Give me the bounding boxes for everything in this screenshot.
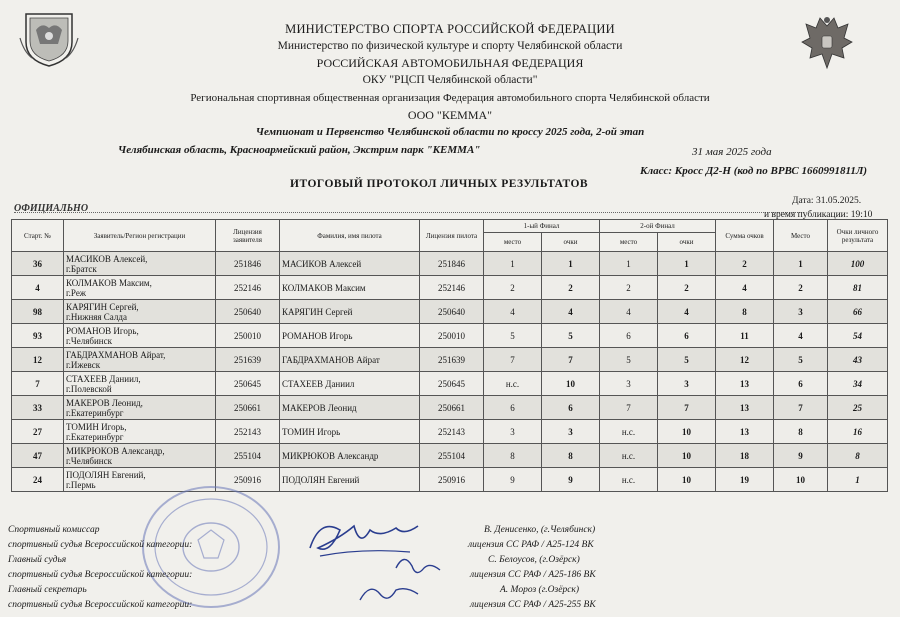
cell-f1p: 4 [484, 300, 542, 324]
official-license-3: лицензия СС РАФ / А25-255 ВК [470, 600, 596, 610]
header-sum: Сумма очков [716, 220, 774, 252]
cell-f2s: 2 [658, 276, 716, 300]
cell-f2p: 3 [600, 372, 658, 396]
cell-f1p: 6 [484, 396, 542, 420]
entrant-name: МАСИКОВ Алексей, [66, 253, 148, 264]
entrant-region: г.Челябинск [66, 455, 112, 466]
cell-elic: 255104 [216, 444, 280, 468]
cell-pts: 54 [828, 324, 888, 348]
event-class: Класс: Кросс Д2-Н (код по ВРВС 1660991811Л) [640, 165, 868, 177]
cell-f2p: 7 [600, 396, 658, 420]
event-date: 31 мая 2025 года [692, 146, 772, 158]
cell-sum: 4 [716, 276, 774, 300]
table-row [12, 324, 888, 348]
cell-plic: 252143 [420, 420, 484, 444]
official-role-2: Главный судья [8, 555, 67, 565]
event-place: Челябинская область, Красноармейский район, Экстрим парк "КЕММА" [118, 144, 481, 156]
cell-f1s: 2 [542, 276, 600, 300]
cell-f2s: 10 [658, 444, 716, 468]
official-role-1: Спортивный комиссар [8, 525, 100, 535]
event-name: Чемпионат и Первенство Челябинской области по кроссу 2025 года, 2-ой этап [255, 126, 645, 138]
cell-plic: 251846 [420, 252, 484, 276]
cell-f2s: 10 [658, 420, 716, 444]
header-pilot: Фамилия, имя пилота [280, 220, 420, 252]
cell-sum: 13 [716, 420, 774, 444]
cell-pilot: КАРЯГИН Сергей [280, 300, 420, 324]
official-role-2-sub: спортивный судья Всероссийской категории: [8, 570, 193, 580]
cell-start: 47 [12, 444, 64, 468]
cell-f2p: 6 [600, 324, 658, 348]
entrant-region: г.Пермь [66, 479, 96, 490]
entrant-cell [64, 300, 216, 324]
table-row [12, 252, 888, 276]
table-row [12, 396, 888, 420]
cell-elic: 250661 [216, 396, 280, 420]
cell-rank: 8 [774, 420, 828, 444]
cell-f2s: 10 [658, 468, 716, 492]
cell-rank: 9 [774, 444, 828, 468]
cell-elic: 250645 [216, 372, 280, 396]
cell-f1p: 3 [484, 420, 542, 444]
cell-plic: 250661 [420, 396, 484, 420]
results-table [11, 219, 888, 492]
header-f1-points: очки [542, 233, 600, 252]
entrant-region: г.Братск [66, 263, 97, 274]
cell-pilot: МАКЕРОВ Леонид [280, 396, 420, 420]
cell-pts: 1 [828, 468, 888, 492]
header-rank: Место [774, 220, 828, 252]
cell-rank: 10 [774, 468, 828, 492]
cell-pts: 25 [828, 396, 888, 420]
cell-rank: 5 [774, 348, 828, 372]
cell-plic: 255104 [420, 444, 484, 468]
cell-f1s: 8 [542, 444, 600, 468]
cell-pts: 81 [828, 276, 888, 300]
header-f2-points: очки [658, 233, 716, 252]
table-row [12, 372, 888, 396]
entrant-name: МИКРЮКОВ Александр, [66, 445, 165, 456]
cell-elic: 251846 [216, 252, 280, 276]
header-f1-place: место [484, 233, 542, 252]
entrant-name: ГАБДРАХМАНОВ Айрат, [66, 349, 166, 360]
cell-plic: 251639 [420, 348, 484, 372]
header-final1: 1-ый Финал [484, 220, 600, 233]
official-name-1: В. Денисенко, (г.Челябинск) [484, 525, 596, 535]
table-row [12, 276, 888, 300]
regional-org: Региональная спортивная общественная организация Федерация автомобильного спорта Челябинской области [190, 92, 710, 104]
cell-f1p: 1 [484, 252, 542, 276]
header-f2-place: место [600, 233, 658, 252]
cell-rank: 1 [774, 252, 828, 276]
entrant-name: ПОДОЛЯН Евгений, [66, 469, 146, 480]
entrant-name: РОМАНОВ Игорь, [66, 325, 139, 336]
results-body [12, 252, 888, 492]
cell-sum: 8 [716, 300, 774, 324]
cell-pilot: ТОМИН Игорь [280, 420, 420, 444]
cell-pts: 66 [828, 300, 888, 324]
cell-start: 33 [12, 396, 64, 420]
cell-f2p: н.с. [600, 420, 658, 444]
cell-rank: 2 [774, 276, 828, 300]
cell-f1s: 9 [542, 468, 600, 492]
cell-sum: 11 [716, 324, 774, 348]
cell-sum: 12 [716, 348, 774, 372]
table-row [12, 444, 888, 468]
cell-f2s: 6 [658, 324, 716, 348]
entrant-cell [64, 348, 216, 372]
entrant-region: г.Екатеринбург [66, 407, 124, 418]
cell-f1p: 5 [484, 324, 542, 348]
cell-sum: 18 [716, 444, 774, 468]
entrant-region: г.Реж [66, 287, 87, 298]
cell-f2s: 1 [658, 252, 716, 276]
entrant-cell [64, 276, 216, 300]
entrant-region: г.Нижняя Салда [66, 311, 127, 322]
cell-pts: 16 [828, 420, 888, 444]
cell-plic: 250916 [420, 468, 484, 492]
header-final2: 2-ой Финал [600, 220, 716, 233]
cell-pilot: СТАХЕЕВ Даниил [280, 372, 420, 396]
cell-elic: 252146 [216, 276, 280, 300]
cell-pilot: МАСИКОВ Алексей [280, 252, 420, 276]
cell-f1p: н.с. [484, 372, 542, 396]
cell-start: 27 [12, 420, 64, 444]
official-license-1: лицензия СС РАФ / А25-124 ВК [468, 540, 594, 550]
official-role-1-sub: спортивный судья Всероссийской категории: [8, 540, 193, 550]
cell-plic: 250640 [420, 300, 484, 324]
cell-pts: 100 [828, 252, 888, 276]
cell-f1s: 7 [542, 348, 600, 372]
official-role-3-sub: спортивный судья Всероссийской категории: [8, 600, 193, 610]
cell-rank: 3 [774, 300, 828, 324]
cell-f1s: 1 [542, 252, 600, 276]
cell-rank: 7 [774, 396, 828, 420]
cell-pts: 34 [828, 372, 888, 396]
cell-plic: 250010 [420, 324, 484, 348]
cell-f2s: 4 [658, 300, 716, 324]
official-license-2: лицензия СС РАФ / А25-186 ВК [470, 570, 596, 580]
cell-f1p: 2 [484, 276, 542, 300]
header-personal-points: Очки личного результата [828, 220, 888, 252]
cell-start: 93 [12, 324, 64, 348]
cell-start: 12 [12, 348, 64, 372]
entrant-cell [64, 444, 216, 468]
cell-pilot: КОЛМАКОВ Максим [280, 276, 420, 300]
official-name-2: С. Белоусов, (г.Озёрск) [488, 555, 580, 565]
cell-f2p: 5 [600, 348, 658, 372]
cell-pts: 8 [828, 444, 888, 468]
cell-start: 36 [12, 252, 64, 276]
entrant-region: г.Полевской [66, 383, 112, 394]
cell-elic: 250640 [216, 300, 280, 324]
federation-title: РОССИЙСКАЯ АВТОМОБИЛЬНАЯ ФЕДЕРАЦИЯ [316, 56, 584, 70]
cell-pilot: МИКРЮКОВ Александр [280, 444, 420, 468]
entrant-cell [64, 396, 216, 420]
cell-pilot: РОМАНОВ Игорь [280, 324, 420, 348]
publication-time: и время публикации: 19:10 [764, 210, 873, 220]
cell-f2s: 3 [658, 372, 716, 396]
company-title: ООО "КЕММА" [407, 108, 493, 122]
table-row [12, 420, 888, 444]
cell-pts: 43 [828, 348, 888, 372]
cell-f2p: 1 [600, 252, 658, 276]
entrant-cell [64, 372, 216, 396]
oku-title: ОКУ "РЦСП Челябинской области" [362, 74, 538, 86]
cell-start: 7 [12, 372, 64, 396]
cell-f2p: н.с. [600, 468, 658, 492]
cell-start: 24 [12, 468, 64, 492]
cell-f2s: 5 [658, 348, 716, 372]
cell-f2p: 2 [600, 276, 658, 300]
cell-rank: 4 [774, 324, 828, 348]
cell-f1s: 6 [542, 396, 600, 420]
header-entrant: Заявитель/Регион регистрации [64, 220, 216, 252]
cell-start: 98 [12, 300, 64, 324]
publication-date: Дата: 31.05.2025. [792, 196, 862, 206]
table-row [12, 348, 888, 372]
cell-rank: 6 [774, 372, 828, 396]
cell-plic: 250645 [420, 372, 484, 396]
header-pilot-license: Лицензия пилота [420, 220, 484, 252]
cell-f2s: 7 [658, 396, 716, 420]
header-start: Старт. № [12, 220, 64, 252]
cell-f1s: 10 [542, 372, 600, 396]
cell-pilot: ПОДОЛЯН Евгений [280, 468, 420, 492]
cell-elic: 251639 [216, 348, 280, 372]
cell-start: 4 [12, 276, 64, 300]
status-label: ОФИЦИАЛЬНО [14, 203, 89, 214]
cell-sum: 2 [716, 252, 774, 276]
entrant-region: г.Челябинск [66, 335, 112, 346]
entrant-name: МАКЕРОВ Леонид, [66, 397, 143, 408]
entrant-region: г.Екатеринбург [66, 431, 124, 442]
cell-f1p: 7 [484, 348, 542, 372]
entrant-name: КАРЯГИН Сергей, [66, 301, 139, 312]
cell-plic: 252146 [420, 276, 484, 300]
entrant-name: ТОМИН Игорь, [66, 421, 127, 432]
official-name-3: А. Мороз (г.Озёрск) [500, 585, 580, 595]
protocol-title: ИТОГОВЫЙ ПРОТОКОЛ ЛИЧНЫХ РЕЗУЛЬТАТОВ [290, 178, 589, 190]
cell-f1p: 8 [484, 444, 542, 468]
entrant-cell [64, 420, 216, 444]
cell-f1s: 4 [542, 300, 600, 324]
cell-f1p: 9 [484, 468, 542, 492]
cell-elic: 250916 [216, 468, 280, 492]
entrant-cell [64, 324, 216, 348]
cell-sum: 13 [716, 396, 774, 420]
cell-elic: 252143 [216, 420, 280, 444]
cell-elic: 250010 [216, 324, 280, 348]
signatures-icon [300, 508, 470, 616]
table-row [12, 300, 888, 324]
cell-sum: 13 [716, 372, 774, 396]
header-entrant-license: Лицензия заявителя [216, 220, 280, 252]
entrant-name: КОЛМАКОВ Максим, [66, 277, 152, 288]
cell-f2p: н.с. [600, 444, 658, 468]
entrant-cell [64, 252, 216, 276]
cell-f2p: 4 [600, 300, 658, 324]
regional-ministry: Министерство по физической культуре и спорту Челябинской области [277, 40, 623, 52]
official-role-3: Главный секретарь [8, 585, 87, 595]
entrant-region: г.Ижевск [66, 359, 101, 370]
ministry-title: МИНИСТЕРСТВО СПОРТА РОССИЙСКОЙ ФЕДЕРАЦИИ [285, 22, 615, 36]
entrant-name: СТАХЕЕВ Даниил, [66, 373, 141, 384]
cell-f1s: 5 [542, 324, 600, 348]
cell-pilot: ГАБДРАХМАНОВ Айрат [280, 348, 420, 372]
divider [14, 212, 804, 213]
cell-sum: 19 [716, 468, 774, 492]
cell-f1s: 3 [542, 420, 600, 444]
